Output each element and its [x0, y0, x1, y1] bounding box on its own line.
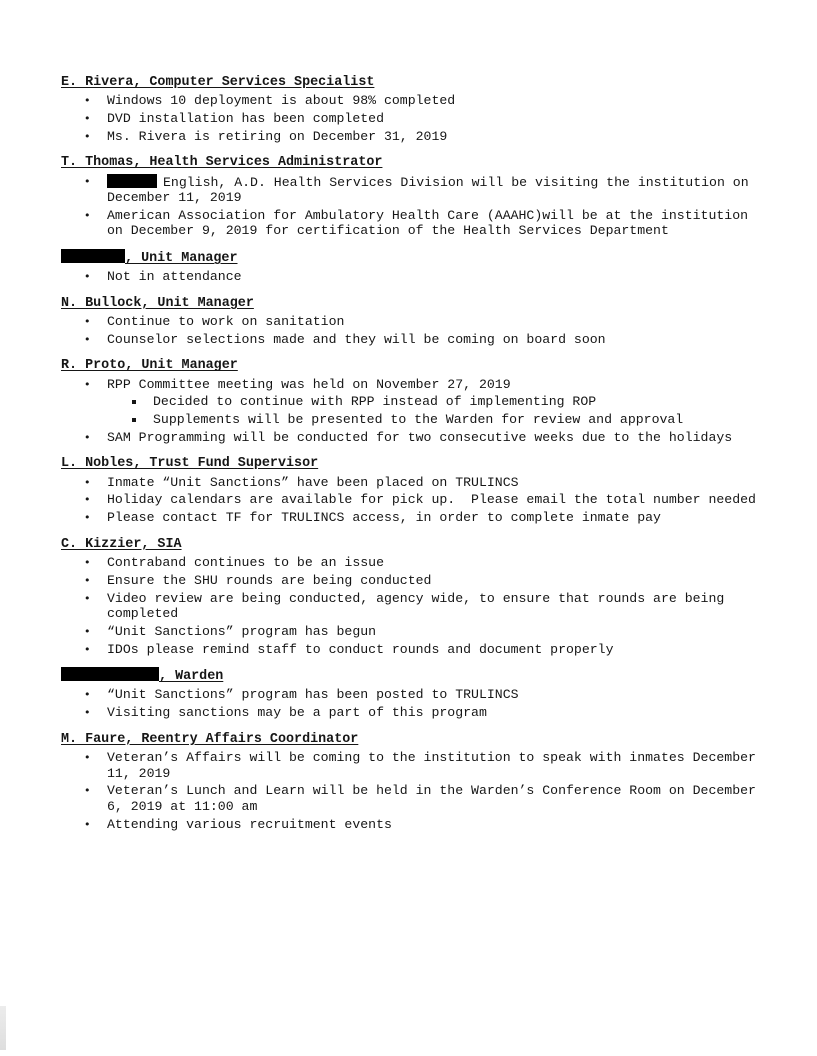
section-faure	[61, 731, 764, 832]
scan-artifact	[0, 1006, 6, 1050]
list-item: • Visiting sanctions may be a part of this program	[61, 705, 761, 721]
bullet-list	[61, 93, 761, 144]
redaction-block	[61, 667, 159, 681]
section-heading: N. Bullock, Unit Manager	[61, 295, 254, 311]
list-item: • Holiday calendars are available for pick up. Please email the total number needed	[61, 492, 761, 508]
list-item	[61, 174, 761, 206]
list-item: • Inmate “Unit Sanctions” have been placed on TRULINCS	[61, 475, 761, 491]
section-heading-text: , Unit Manager	[125, 250, 238, 266]
list-item: • Veteran’s Affairs will be coming to the institution to speak with inmates December 11, 2019	[61, 750, 761, 781]
section-thomas	[61, 154, 761, 239]
bullet-list	[61, 687, 761, 720]
list-item: • American Association for Ambulatory Health Care (AAAHC)will be at the institution on December 9, 2019 for certification of the Health Services Department	[61, 208, 761, 239]
list-item: • Ms. Rivera is retiring on December 31, 2019	[61, 129, 761, 145]
section-heading: E. Rivera, Computer Services Specialist	[61, 75, 375, 90]
list-item: • Veteran’s Lunch and Learn will be held in the Warden’s Conference Room on December 6, 2019 at 11:00 am	[61, 783, 761, 814]
section-rivera	[61, 74, 761, 144]
section-heading	[61, 667, 761, 685]
sub-list-item: Supplements will be presented to the Warden for review and approval	[61, 412, 761, 428]
redaction-block	[61, 249, 125, 263]
list-item: • “Unit Sanctions” program has been posted to TRULINCS	[61, 687, 761, 703]
section-nobles	[61, 455, 761, 525]
list-item: • Counselor selections made and they will be coming on board soon	[61, 332, 761, 348]
redaction-block	[107, 174, 157, 188]
section-heading: R. Proto, Unit Manager	[61, 358, 238, 374]
list-item: • IDOs please remind staff to conduct rounds and document properly	[61, 642, 761, 658]
section-proto	[61, 357, 761, 445]
section-redacted-unit-manager	[61, 249, 761, 285]
list-item: • SAM Programming will be conducted for two consecutive weeks due to the holidays	[61, 430, 761, 446]
list-item: • Not in attendance	[61, 269, 761, 285]
section-heading: T. Thomas, Health Services Administrator	[61, 155, 383, 171]
meeting-notes-page	[61, 74, 764, 842]
list-item: • Please contact TF for TRULINCS access, in order to complete inmate pay	[61, 510, 761, 526]
section-heading	[61, 249, 761, 267]
section-heading: L. Nobles, Trust Fund Supervisor	[61, 456, 319, 472]
bullet-list	[61, 555, 761, 657]
bullet-list	[61, 269, 761, 285]
bullet-list	[61, 174, 761, 239]
list-item-text: English, A.D. Health Services Division will be visiting the institution on December 11, 2019	[107, 174, 757, 206]
section-bullock	[61, 295, 761, 348]
section-warden	[61, 667, 761, 721]
list-item: • Contraband continues to be an issue	[61, 555, 761, 571]
list-item: • DVD installation has been completed	[61, 111, 761, 127]
list-item: • Attending various recruitment events	[61, 817, 761, 833]
section-heading: M. Faure, Reentry Affairs Coordinator	[61, 731, 359, 747]
sub-list-item: Decided to continue with RPP instead of implementing ROP	[61, 394, 761, 410]
bullet-list	[61, 750, 764, 832]
section-heading: C. Kizzier, SIA	[61, 536, 182, 552]
bullet-list	[61, 314, 761, 347]
list-item: • Continue to work on sanitation	[61, 314, 761, 330]
bullet-list	[61, 377, 761, 446]
list-item: • Video review are being conducted, agency wide, to ensure that rounds are being completed	[61, 591, 761, 622]
section-kizzier	[61, 536, 761, 657]
bullet-list	[61, 475, 761, 526]
section-heading-text: , Warden	[159, 669, 224, 685]
list-item: • “Unit Sanctions” program has begun	[61, 624, 761, 640]
list-item: • RPP Committee meeting was held on November 27, 2019	[61, 377, 761, 393]
list-item: • Windows 10 deployment is about 98% completed	[61, 93, 761, 109]
list-item: • Ensure the SHU rounds are being conducted	[61, 573, 761, 589]
